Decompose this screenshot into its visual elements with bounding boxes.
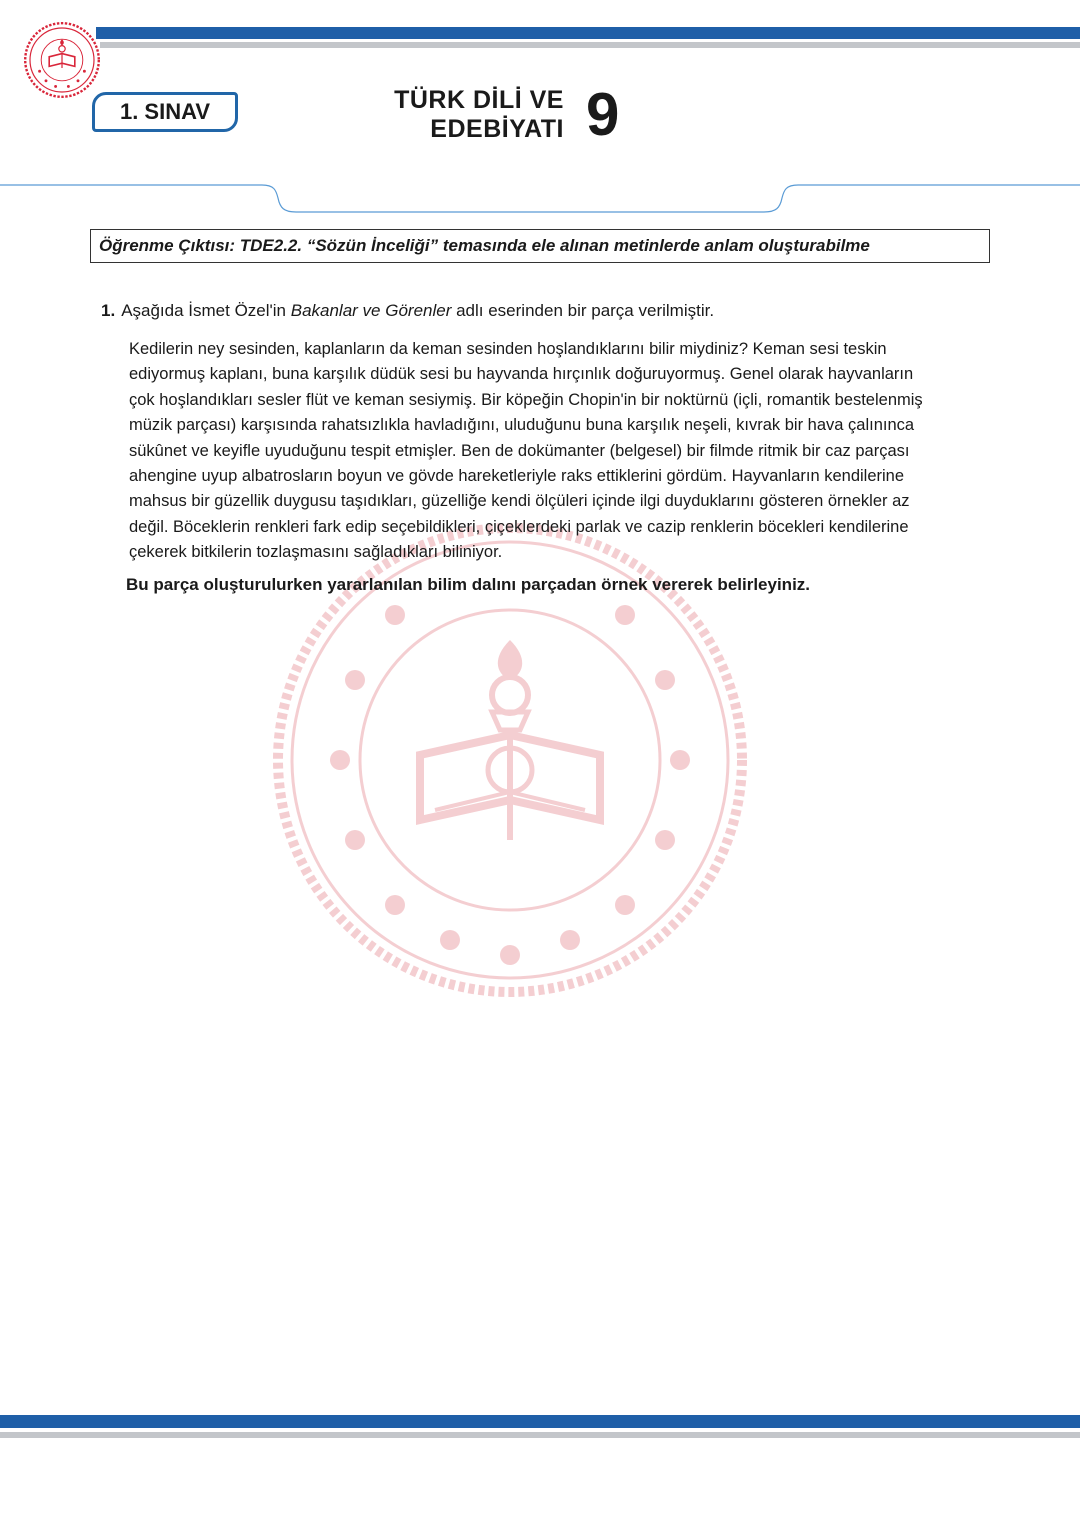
footer-stripe-blue: [0, 1415, 1080, 1428]
learning-outcome-text: Öğrenme Çıktısı: TDE2.2. “Sözün İnceliği” temasında ele alınan metinlerde anlam oluşturabilme: [99, 236, 870, 255]
passage-line: mahsus bir güzellik duygusu taşıdıkları, güzelliğe kendi ölçüleri içinde ilgi duyduklarını gösteren örnekler az: [129, 492, 910, 511]
learning-outcome-box: [90, 229, 990, 263]
passage-line: ahengine uyup albatrosların boyun ve gövde hareketleriyle raks ettiklerini gördüm. Hayvanların kendilerine: [129, 467, 905, 486]
header-stripe-grey: [100, 42, 1080, 48]
question-number: 1.: [101, 301, 116, 320]
passage-line: çekerek bitkilerin tozlaşmasını sağladıkları biliniyor.: [129, 543, 503, 562]
question-instruction: Bu parça oluşturulurken yararlanılan bilim dalını parçadan örnek vererek belirleyiniz.: [126, 575, 811, 594]
grade-number: 9: [586, 81, 620, 148]
passage-line: sükûnet ve keyifle uyuduğunu tespit etmişler. Ben de dokümanter (belgesel) bir filmde ritmik bir caz parçası: [129, 441, 910, 460]
passage-line: ediyormuş kaplanı, buna karşılık düdük sesi bu hayvanda hırçınlık doğuruyormuş. Genel olarak hayvanların: [129, 365, 914, 384]
footer-stripe-grey: [0, 1432, 1080, 1438]
question-intro-after: adlı eserinden bir parça verilmiştir.: [451, 301, 715, 320]
subject-title-line2: EDEBİYATI: [430, 115, 564, 143]
exam-label: 1. SINAV: [119, 99, 211, 124]
question-intro-before: Aşağıda İsmet Özel'in: [121, 301, 291, 320]
passage-line: çok hoşlandıkları sesler flüt ve keman sesiymiş. Bir köpeğin Chopin'in bir noktürnü (içli, romantik bestelenmiş: [129, 390, 923, 409]
passage-line: Kedilerin ney sesinden, kaplanların da keman sesinden hoşlandıklarını bilir miydiniz? Keman sesi teskin: [129, 340, 887, 358]
subject-title: [330, 86, 564, 144]
question-intro: [101, 301, 714, 321]
header-stripe-blue: [96, 27, 1080, 39]
passage-line: değil. Böceklerin renkleri fark edip seçebildikleri, çiçeklerdeki parlak ve cazip renklerin böcekleri kendilerine: [129, 517, 909, 536]
ministry-logo-icon: [22, 20, 102, 100]
work-title: Bakanlar ve Görenler: [290, 301, 452, 320]
subject-title-line1: TÜRK DİLİ VE: [394, 86, 564, 114]
passage-line: müzik parçası) karşısında rahatsızlıkla havladığını, uluduğunu buna karşılık neşeli, kıvrak bir hava çalınınca: [129, 416, 915, 435]
exam-label-badge: [92, 92, 238, 132]
passage: [129, 337, 989, 566]
header-divider: [0, 178, 1080, 218]
